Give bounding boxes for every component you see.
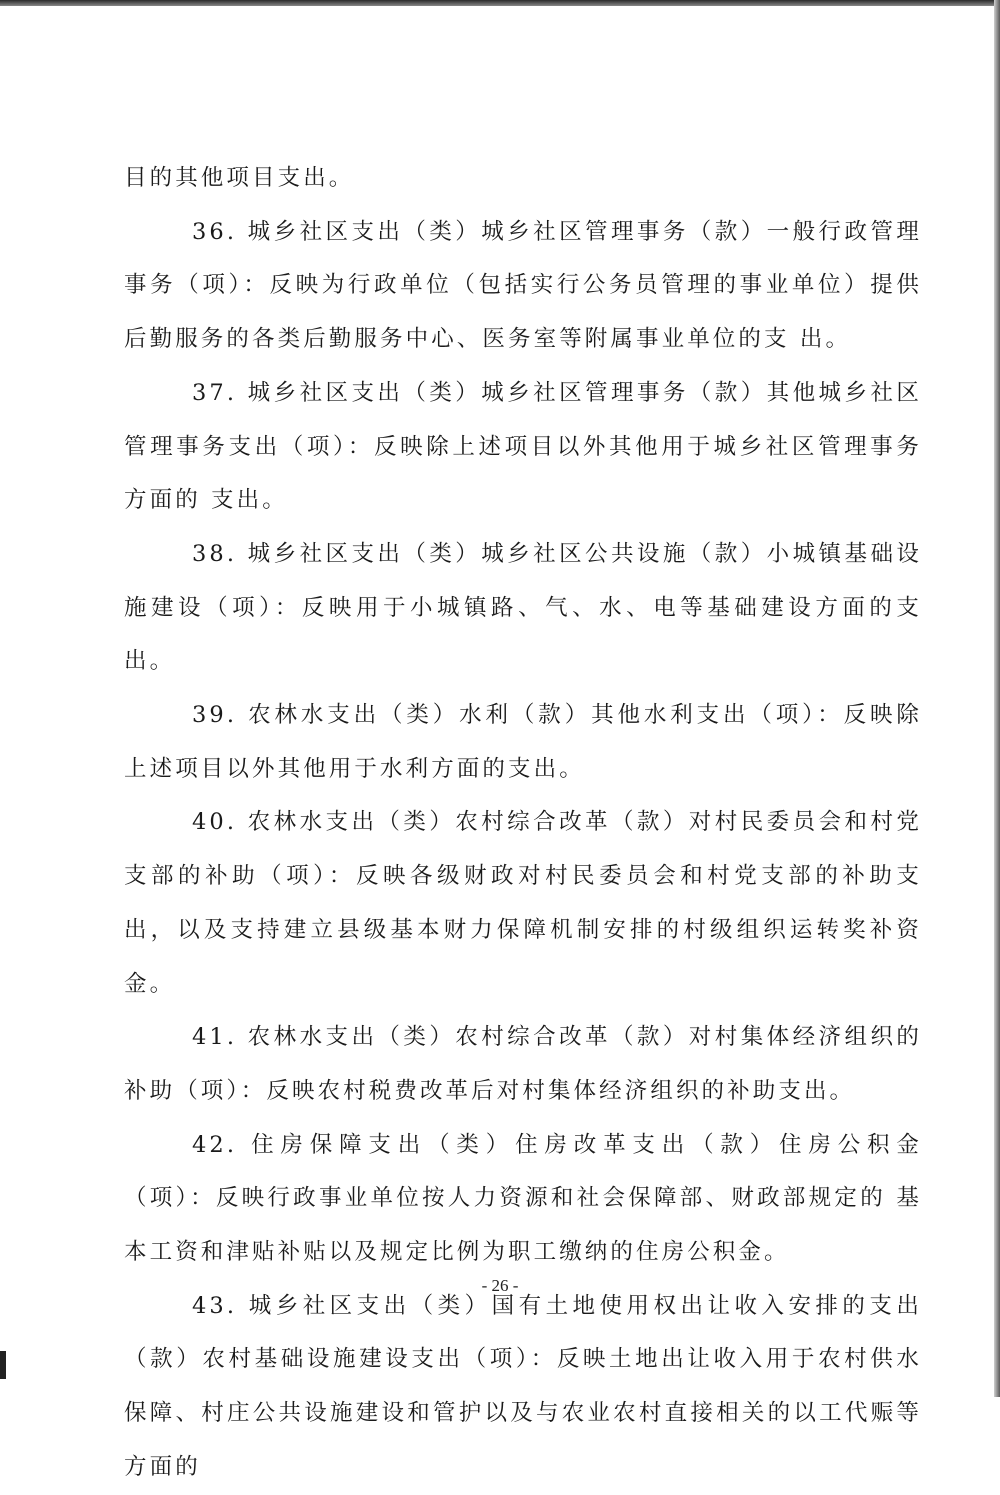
page-number: - 26 - <box>481 1276 519 1295</box>
paragraph-item-41: 41. 农林水支出（类）农村综合改革（款）对村集体经济组织的补助（项）：反映农村税费改革后对村集体经济组织的补助支出。 <box>124 1024 922 1104</box>
scan-right-edge <box>994 0 1000 1397</box>
paragraph-item-37: 37. 城乡社区支出（类）城乡社区管理事务（款）其他城乡社区管理事务支出（项）：反映除上述项目以外其他用于城乡社区管理事务方面的 支出。 <box>124 379 922 514</box>
paragraph-item-39: 39. 农林水支出（类）水利（款）其他水利支出（项）：反映除上述项目以外其他用于水利方面的支出。 <box>124 702 922 782</box>
scan-left-mark <box>0 1351 6 1379</box>
paragraph-continuation: 目的其他项目支出。 <box>124 165 355 191</box>
paragraph-item-38: 38. 城乡社区支出（类）城乡社区公共设施（款）小城镇基础设施建设（项）：反映用于小城镇路、气、水、电等基础建设方面的支出。 <box>124 540 922 675</box>
scan-top-edge <box>0 0 1000 6</box>
paragraph-item-42: 42. 住房保障支出（类）住房改革支出（款）住房公积金（项）：反映行政事业单位按人力资源和社会保障部、财政部规定的 基本工资和津贴补贴以及规定比例为职工缴纳的住房公积金。 <box>124 1131 922 1266</box>
paragraph-item-43: 43. 城乡社区支出（类）国有土地使用权出让收入安排的支出（款）农村基础设施建设支出（项）：反映土地出让收入用于农村供水保障、村庄公共设施建设和管护以及与农业农村直接相关的以工代赈等方面的 <box>124 1292 922 1480</box>
paragraph-item-40: 40. 农林水支出（类）农村综合改革（款）对村民委员会和村党支部的补助（项）：反映各级财政对村民委员会和村党支部的补助支出，以及支持建立县级基本财力保障机制安排的村级组织运转奖补资金。 <box>124 809 922 997</box>
paragraph-item-36: 36. 城乡社区支出（类）城乡社区管理事务（款）一般行政管理事务（项）：反映为行政单位（包括实行公务员管理的事业单位）提供后勤服务的各类后勤服务中心、医务室等附属事业单位的支 出。 <box>124 218 922 353</box>
